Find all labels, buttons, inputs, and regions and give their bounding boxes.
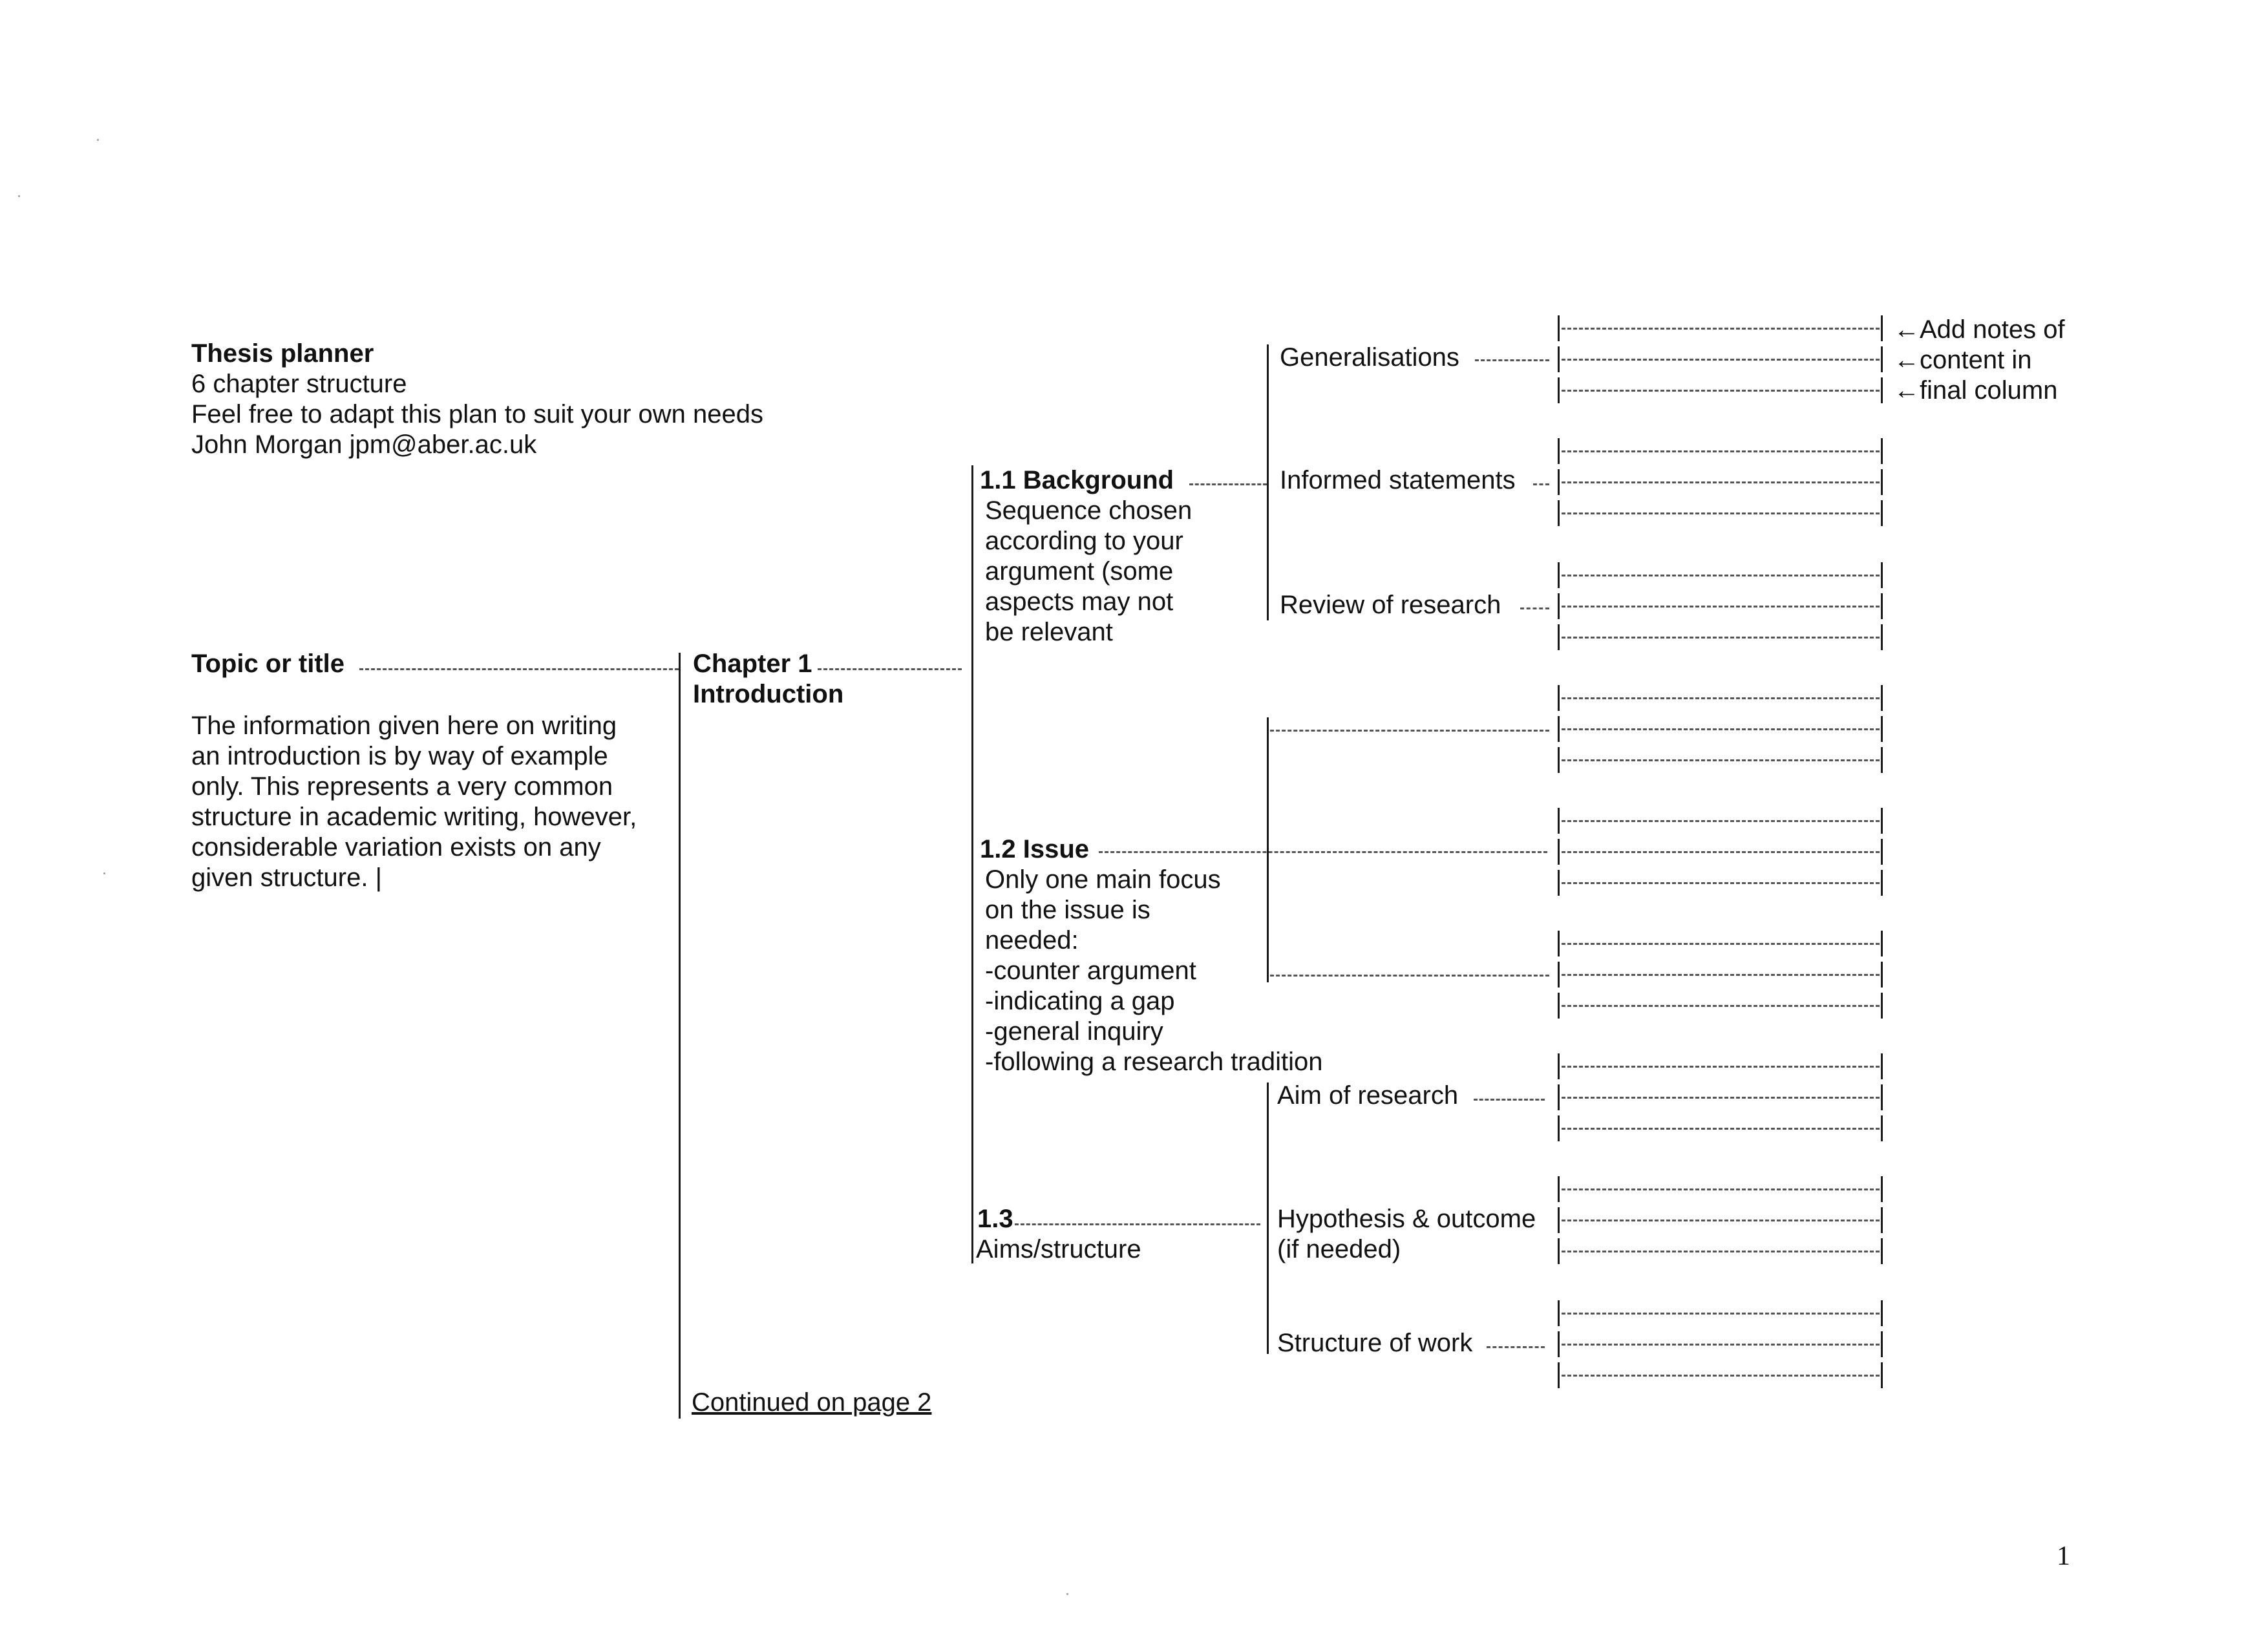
background-line: according to your (985, 527, 1183, 555)
note-line-dash (1562, 851, 1880, 853)
page-number: 1 (2057, 1541, 2070, 1571)
note-line[interactable] (1558, 593, 1885, 619)
note-line-dash (1562, 1128, 1880, 1130)
note-line[interactable] (1558, 1053, 1885, 1079)
note-line[interactable] (1558, 346, 1885, 372)
note-line[interactable] (1558, 438, 1885, 464)
subsection-generalisations: Generalisations (1280, 343, 1459, 372)
subsection-informed-statements: Informed statements (1280, 466, 1516, 494)
subsection-aim-of-research: Aim of research (1277, 1081, 1459, 1110)
note-line-dash (1562, 1251, 1880, 1252)
note-line-dash (1562, 974, 1880, 976)
aims-line: Aims/structure (976, 1235, 1141, 1263)
continued-link[interactable]: Continued on page 2 (692, 1388, 932, 1417)
note-line-dash (1562, 450, 1880, 452)
note-line-left-tick (1558, 1300, 1560, 1326)
chapter-title: Introduction (693, 680, 844, 708)
note-line-right-tick (1881, 931, 1883, 956)
note-line[interactable] (1558, 716, 1885, 742)
scan-speck (103, 872, 105, 874)
note-line-dash (1562, 1220, 1880, 1221)
topic-description-line: given structure. | (191, 863, 382, 892)
note-line-dash (1562, 882, 1880, 884)
note-line-right-tick (1881, 962, 1883, 988)
note-line-left-tick (1558, 438, 1560, 464)
issue-line: Only one main focus (985, 865, 1221, 894)
note-line-left-tick (1558, 839, 1560, 865)
note-line-dash (1562, 1375, 1880, 1377)
note-line[interactable] (1558, 469, 1885, 495)
topic-description-line: structure in academic writing, however, (191, 803, 637, 831)
note-line-left-tick (1558, 993, 1560, 1019)
note-line-right-tick (1881, 870, 1883, 896)
note-line-dash (1562, 575, 1880, 576)
chapter-connector (818, 668, 962, 670)
issue-line: -general inquiry (985, 1017, 1163, 1046)
note-line-left-tick (1558, 1053, 1560, 1079)
note-line-right-tick (1881, 716, 1883, 742)
note-line[interactable] (1558, 685, 1885, 711)
note-line[interactable] (1558, 747, 1885, 773)
note-line-left-tick (1558, 315, 1560, 341)
add-notes-hint: ←final column (1894, 376, 2058, 405)
note-line[interactable] (1558, 562, 1885, 588)
topic-label: Topic or title (191, 650, 345, 678)
blank-subsection-connector-1 (1270, 730, 1549, 732)
subsection-structure: Structure of work (1277, 1329, 1473, 1357)
subsection-hypothesis: Hypothesis & outcome (1277, 1205, 1536, 1233)
section-issue-label: 1.2 Issue (980, 835, 1090, 863)
topic-description-line: an introduction is by way of example (191, 742, 608, 770)
issue-line: needed: (985, 926, 1079, 955)
note-line[interactable] (1558, 1238, 1885, 1264)
note-line-dash (1562, 1005, 1880, 1007)
note-line-dash (1562, 1188, 1880, 1190)
note-line-left-tick (1558, 685, 1560, 711)
note-line-left-tick (1558, 1331, 1560, 1357)
informed-connector (1533, 483, 1549, 485)
note-line-dash (1562, 820, 1880, 822)
note-line-right-tick (1881, 315, 1883, 341)
note-line[interactable] (1558, 1207, 1885, 1233)
note-line-dash (1562, 1097, 1880, 1099)
note-line-right-tick (1881, 1238, 1883, 1264)
note-line-right-tick (1881, 747, 1883, 773)
note-line-right-tick (1881, 624, 1883, 650)
document-title: Thesis planner (191, 339, 374, 368)
issue-connector (1099, 851, 1547, 853)
note-line[interactable] (1558, 1300, 1885, 1326)
note-line-dash (1562, 328, 1880, 330)
note-line-left-tick (1558, 469, 1560, 495)
section-background-label: 1.1 Background (980, 466, 1174, 494)
note-line-dash (1562, 1313, 1880, 1315)
note-line-dash (1562, 390, 1880, 392)
note-line[interactable] (1558, 1084, 1885, 1110)
note-line-left-tick (1558, 870, 1560, 896)
note-line[interactable] (1558, 377, 1885, 403)
note-line-dash (1562, 637, 1880, 639)
subsection-vertical-line-lower (1267, 1083, 1269, 1354)
note-line-left-tick (1558, 747, 1560, 773)
note-line[interactable] (1558, 1362, 1885, 1388)
note-line-dash (1562, 759, 1880, 761)
author-contact: John Morgan jpm@aber.ac.uk (191, 430, 537, 459)
note-line-right-tick (1881, 1207, 1883, 1233)
note-line-dash (1562, 697, 1880, 699)
note-line-right-tick (1881, 377, 1883, 403)
scan-speck (1066, 1593, 1068, 1595)
note-line-dash (1562, 1344, 1880, 1346)
subsection-hypothesis-note: (if needed) (1277, 1235, 1401, 1263)
note-line[interactable] (1558, 1176, 1885, 1202)
subsection-vertical-line-upper (1267, 344, 1269, 620)
topic-connector (359, 668, 679, 670)
chapter-vertical-line (679, 653, 681, 1419)
issue-line: -counter argument (985, 956, 1196, 985)
issue-line: on the issue is (985, 896, 1150, 924)
note-line-left-tick (1558, 562, 1560, 588)
note-line[interactable] (1558, 1331, 1885, 1357)
header-block (191, 339, 763, 460)
background-line: be relevant (985, 618, 1113, 646)
subsection-review: Review of research (1280, 591, 1501, 619)
issue-line: -indicating a gap (985, 987, 1175, 1015)
structure-connector (1487, 1346, 1545, 1348)
issue-description (985, 865, 1322, 1077)
aim-connector (1474, 1099, 1545, 1101)
scan-speck (97, 139, 99, 141)
note-line-left-tick (1558, 1362, 1560, 1388)
note-line[interactable] (1558, 1115, 1885, 1141)
background-connector (1189, 483, 1267, 485)
topic-description-line: considerable variation exists on any (191, 833, 601, 861)
note-line-right-tick (1881, 346, 1883, 372)
note-line-left-tick (1558, 808, 1560, 834)
section-aims-label: 1.3 (977, 1205, 1013, 1233)
note-line-left-tick (1558, 500, 1560, 526)
note-line-left-tick (1558, 1084, 1560, 1110)
note-line-left-tick (1558, 593, 1560, 619)
note-line-dash (1562, 606, 1880, 607)
note-line-right-tick (1881, 438, 1883, 464)
note-line-right-tick (1881, 1300, 1883, 1326)
note-line[interactable] (1558, 993, 1885, 1019)
note-line-left-tick (1558, 716, 1560, 742)
note-line[interactable] (1558, 624, 1885, 650)
note-line-right-tick (1881, 1362, 1883, 1388)
note-line-right-tick (1881, 562, 1883, 588)
note-line-right-tick (1881, 1176, 1883, 1202)
topic-description-line: only. This represents a very common (191, 772, 613, 801)
document-subtitle: 6 chapter structure (191, 370, 407, 398)
note-line[interactable] (1558, 839, 1885, 865)
aims-connector (1015, 1223, 1260, 1225)
note-line-left-tick (1558, 1115, 1560, 1141)
note-line-right-tick (1881, 1331, 1883, 1357)
add-notes-hint: ←content in (1894, 346, 2032, 374)
background-line: argument (some (985, 557, 1174, 586)
review-connector (1520, 607, 1549, 609)
note-line[interactable] (1558, 808, 1885, 834)
note-line[interactable] (1558, 962, 1885, 988)
note-line-dash (1562, 943, 1880, 945)
note-line-right-tick (1881, 1084, 1883, 1110)
note-line-left-tick (1558, 1176, 1560, 1202)
note-line-right-tick (1881, 1053, 1883, 1079)
note-line-left-tick (1558, 931, 1560, 956)
note-line[interactable] (1558, 500, 1885, 526)
note-line[interactable] (1558, 931, 1885, 956)
note-line-dash (1562, 1066, 1880, 1068)
scan-speck (18, 195, 20, 197)
note-line-right-tick (1881, 500, 1883, 526)
note-line-right-tick (1881, 993, 1883, 1019)
topic-description-line: The information given here on writing (191, 712, 617, 740)
note-line-left-tick (1558, 624, 1560, 650)
note-line-dash (1562, 512, 1880, 514)
background-description (985, 496, 1192, 648)
note-line-left-tick (1558, 962, 1560, 988)
note-line-right-tick (1881, 593, 1883, 619)
background-line: aspects may not (985, 587, 1174, 616)
note-line-right-tick (1881, 685, 1883, 711)
note-line-dash (1562, 728, 1880, 730)
issue-line: -following a research tradition (985, 1048, 1323, 1076)
background-line: Sequence chosen (985, 496, 1192, 525)
note-line-left-tick (1558, 1238, 1560, 1264)
chapter-number: Chapter 1 (693, 650, 812, 678)
blank-subsection-connector-2 (1270, 975, 1549, 977)
note-line[interactable] (1558, 870, 1885, 896)
note-line-dash (1562, 481, 1880, 483)
note-line-dash (1562, 359, 1880, 361)
note-line-right-tick (1881, 469, 1883, 495)
generalisations-connector (1475, 359, 1549, 361)
topic-description (191, 711, 637, 893)
note-line-right-tick (1881, 1115, 1883, 1141)
note-line-left-tick (1558, 346, 1560, 372)
note-line-left-tick (1558, 1207, 1560, 1233)
note-line-right-tick (1881, 839, 1883, 865)
note-line-right-tick (1881, 808, 1883, 834)
note-line[interactable] (1558, 315, 1885, 341)
section-vertical-line (971, 465, 973, 1263)
subsection-vertical-line-middle (1267, 717, 1269, 982)
add-notes-hint: ←Add notes of (1894, 315, 2065, 344)
adapt-note: Feel free to adapt this plan to suit your own needs (191, 400, 763, 428)
note-line-left-tick (1558, 377, 1560, 403)
